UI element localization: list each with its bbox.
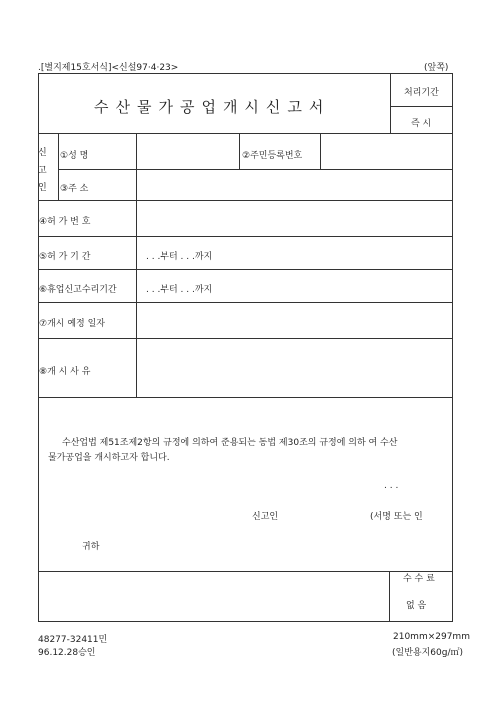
suspension-period-value: . . .부터 . . .까지 xyxy=(146,285,213,295)
row-line-license-period xyxy=(39,269,453,270)
license-period-value: . . .부터 . . .까지 xyxy=(146,252,213,262)
processing-period-value: 즉 시 xyxy=(411,119,432,129)
signer-label: 신고인 xyxy=(252,512,279,522)
form-title: 수산물가공업개시신고서 xyxy=(94,98,331,116)
row-line-name xyxy=(58,169,453,170)
reporter-char-1: 신 xyxy=(38,148,47,158)
row-line-address xyxy=(39,200,453,201)
form-code: 48277-32411민 xyxy=(38,635,108,645)
reporter-char-2: 고 xyxy=(38,166,47,176)
paper-type: (일반용지60g/㎡) xyxy=(392,648,463,658)
row-line-license-no xyxy=(39,236,453,237)
processing-period-label: 처리기간 xyxy=(404,88,439,98)
label-column-divider xyxy=(136,133,137,397)
date-placeholder: . . . xyxy=(384,481,399,491)
name-label: ①성 명 xyxy=(60,151,89,161)
fee-divider xyxy=(389,571,390,622)
statement-line-2: 물가공업을 개시하고자 합니다. xyxy=(48,453,170,463)
form-reference: .[별지제15호서식]<신설97·4·23> xyxy=(38,63,179,73)
reporter-char-3: 인 xyxy=(38,183,47,193)
fee-value: 없 음 xyxy=(406,601,427,611)
reporter-group-divider xyxy=(58,133,59,200)
resident-no-label: ②주민등록번호 xyxy=(242,151,303,161)
statement-line-1: 수산업법 제51조제2항의 규정에 의하여 준용되는 동법 제30조의 규정에 의하 여 수산 xyxy=(62,438,398,448)
row-line-start-date xyxy=(39,338,453,339)
license-period-label: ⑤허 가 기 간 xyxy=(39,252,91,262)
processing-divider xyxy=(390,106,453,107)
license-no-label: ④허 가 번 호 xyxy=(39,217,91,227)
signature-note: (서명 또는 인 xyxy=(370,512,423,522)
paper-size: 210mm×297mm xyxy=(393,632,470,642)
resident-no-left-line xyxy=(239,133,240,169)
suspension-period-label: ⑥휴업신고수리기간 xyxy=(39,285,117,295)
start-date-label: ⑦개시 예정 일자 xyxy=(39,319,105,329)
resident-no-right-line xyxy=(320,133,321,169)
title-divider xyxy=(390,74,391,133)
row-line-suspension xyxy=(39,302,453,303)
fee-label: 수 수 료 xyxy=(403,574,435,584)
recipient-label: 귀하 xyxy=(82,542,100,552)
fee-top-line xyxy=(39,571,453,572)
title-bottom-line xyxy=(39,133,453,134)
row-line-reason xyxy=(39,397,453,398)
address-label: ③주 소 xyxy=(60,184,89,194)
reason-label: ⑧개 시 사 유 xyxy=(39,367,91,377)
page-side-label: (앞쪽) xyxy=(424,63,449,73)
approval-date: 96.12.28승인 xyxy=(38,648,96,658)
